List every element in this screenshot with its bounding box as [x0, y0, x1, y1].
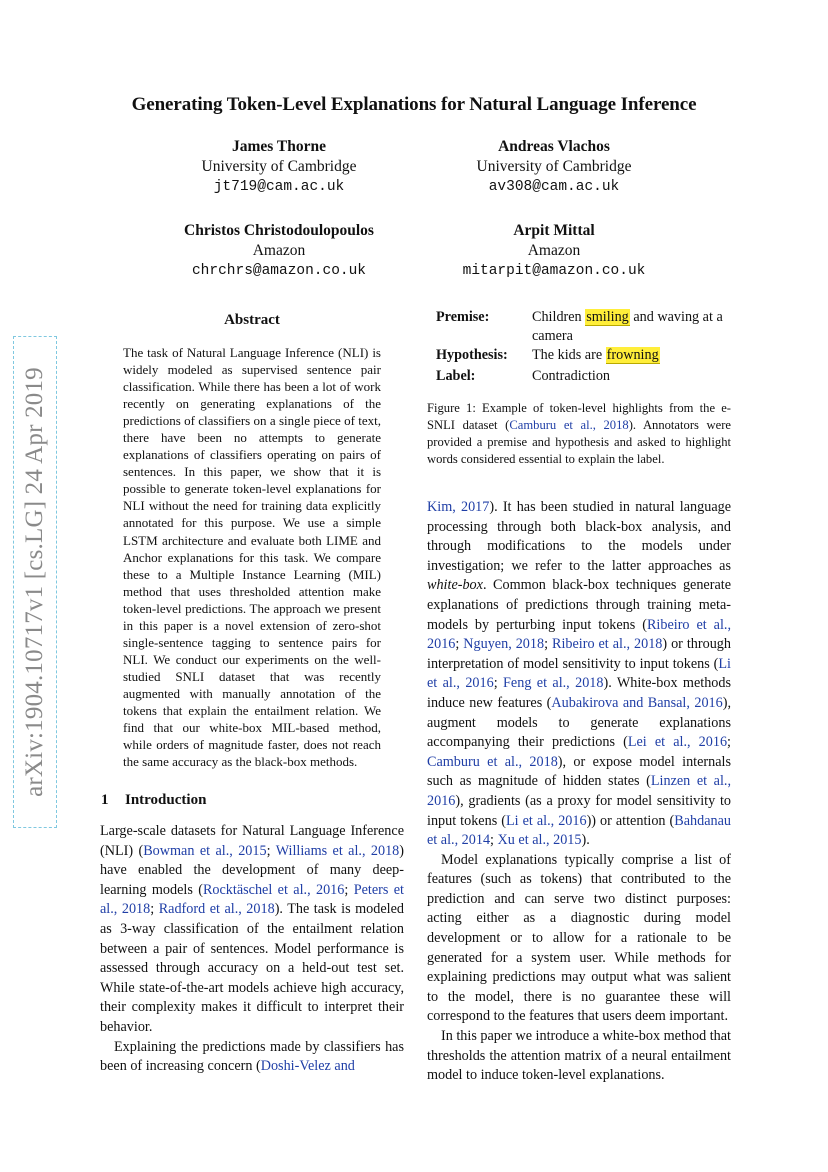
author-affiliation: University of Cambridge	[201, 158, 357, 175]
section-title: Introduction	[125, 792, 207, 808]
text-run: ). The task is modeled as 3-way classification of the entailment relation between a pair of sentences. Model performance is assessed through accuracy on a held-out test set. While state-of-the-art models achieve high accuracy, their complexity makes it difficult to interpret their behavior.	[100, 901, 404, 1035]
citation-link[interactable]: Radford et al., 2018	[158, 901, 275, 918]
citation-link[interactable]: Rocktäschel et al., 2016	[202, 881, 345, 898]
author-name: Andreas Vlachos	[498, 138, 610, 155]
citation-link[interactable]: Camburu et al., 2018	[427, 753, 558, 770]
abstract-text: The task of Natural Language Inference (NLI) is widely modeled as supervised sentence pair classification. While there has been a lot of work recently on generating explanations of the predictions of classifiers on a single piece of text, there have been no attempts to generate explanations of classifiers operating on pairs of sentences. In this paper, we show that it is possible to generate token-level explanations for NLI without the need for training data explicitly annotated for this purpose. We use a simple LSTM architecture and evaluate both LIME and Anchor explanations for this task. We compare these to a Multiple Instance Learning (MIL) method that uses thresholded attention make token-level predictions. The approach we present in this paper is a novel extension of zero-shot single-sentence tagging to sentence pairs for NLI. We conduct our experiments on the well-studied SNLI dataset that was recently augmented with manually annotation of the tokens that explain the entailment relation. We find that our white-box MIL-based method, while orders of magnitude faster, does not reach the same accuracy as the black-box methods.	[123, 345, 381, 770]
abstract-heading: Abstract	[224, 312, 280, 328]
author-affiliation: Amazon	[527, 242, 581, 259]
hypothesis-row	[430, 346, 748, 365]
arxiv-stamp	[13, 336, 57, 828]
citation-link[interactable]: Lei et al., 2016	[627, 734, 728, 751]
text-run: ;	[493, 675, 504, 692]
premise-row	[430, 308, 748, 346]
text-run: ;	[455, 636, 464, 653]
text-run: ) have enabled the development of many deep-learning models (	[100, 842, 405, 898]
intro-left-column	[100, 822, 404, 1077]
text-run: ;	[344, 881, 354, 898]
citation-link[interactable]: Bahdanau et al., 2014	[427, 812, 731, 849]
author-email: mitarpit@amazon.co.uk	[462, 263, 646, 279]
right-paragraph-1	[427, 498, 731, 851]
author-name: Arpit Mittal	[513, 222, 595, 239]
text-run: . Common black-box techniques generate explanations of predictions through training meta-models by perturbing input tokens (	[427, 577, 731, 633]
right-paragraph-3: In this paper we introduce a white-box method that thresholds the attention matrix of a neural entailment model to induce token-level explanations.	[427, 1028, 731, 1084]
text-run: Figure 1: Example of token-level highlights from the e-SNLI dataset (	[427, 401, 731, 432]
author-block-3	[147, 221, 411, 281]
text-run: ). White-box methods induce new features (	[427, 675, 731, 711]
text-run: ;	[727, 734, 731, 751]
author-affiliation: Amazon	[252, 242, 306, 259]
author-block-2	[424, 137, 684, 197]
author-affiliation: University of Cambridge	[476, 158, 632, 175]
text-run: ).	[581, 832, 590, 849]
text-run: )) or attention (	[586, 812, 675, 829]
citation-link[interactable]: Peters et al., 2018	[100, 881, 404, 918]
text-run: ). Annotators were provided a premise and hypothesis and asked to highlight words considered essential to explain the label.	[427, 418, 731, 466]
right-paragraph-2: Model explanations typically comprise a list of features (such as tokens) that contributed to the prediction and can serve two distinct purposes: acting either as a diagnostic during model development or to allow for a rationale to be generated for a system user. While methods for explaining predictions may output what was salient to the model, there is no guarantee these will correspond to the features that users deem important.	[427, 851, 731, 1025]
intro-paragraph-2	[100, 1038, 404, 1077]
hypothesis-text	[532, 346, 742, 365]
citation-link[interactable]: Kim, 2017	[427, 499, 490, 515]
emphasis: white-box	[427, 577, 483, 594]
citation-link[interactable]: Nguyen, 2018	[463, 636, 545, 653]
author-email: av308@cam.ac.uk	[488, 179, 620, 195]
text-run: ;	[150, 901, 159, 918]
text-run: ), gradients (as a proxy for model sensitivity to input tokens (	[427, 792, 731, 829]
text-run: The kids are	[532, 347, 606, 363]
label-row	[430, 367, 748, 386]
citation-link[interactable]: Xu et al., 2015	[497, 832, 582, 849]
citation-link[interactable]: Linzen et al., 2016	[427, 773, 731, 809]
premise-label: Premise:	[436, 309, 490, 325]
text-run: ;	[266, 842, 276, 859]
author-name: Christos Christodoulopoulos	[184, 222, 374, 239]
label-label: Label:	[436, 368, 476, 384]
premise-text	[532, 308, 742, 346]
citation-link[interactable]: Bowman et al., 2015	[143, 842, 267, 859]
label-value: Contradiction	[532, 368, 611, 384]
author-block-4	[424, 221, 684, 281]
citation-link[interactable]: Doshi-Velez and	[260, 1058, 355, 1075]
text-run: ), or expose model internals such as magnitude of hidden states (	[427, 753, 731, 790]
author-block-1	[149, 137, 409, 197]
section-heading-introduction	[101, 792, 206, 809]
citation-link[interactable]: Williams et al., 2018	[275, 842, 400, 859]
author-email: chrchrs@amazon.co.uk	[191, 263, 367, 279]
figure-1-caption	[427, 400, 731, 468]
right-column-body	[427, 498, 731, 1086]
author-name: James Thorne	[231, 138, 326, 155]
text-run: ). It has been studied in natural language processing through both black-box analysis, and through modifications to the models under investigation; we refer to the latter approaches as	[427, 499, 732, 574]
section-number: 1	[101, 792, 109, 808]
figure-1-example	[430, 308, 748, 386]
text-run: Large-scale datasets for Natural Language Inference (NLI) (	[100, 823, 404, 859]
paper-title: Generating Token-Level Explanations for Natural Language Inference	[131, 94, 697, 115]
citation-link[interactable]: Ribeiro et al., 2018	[552, 636, 663, 653]
hypothesis-label: Hypothesis:	[436, 347, 508, 363]
citation-link[interactable]: Ribeiro et al., 2016	[427, 616, 731, 653]
highlighted-token: smiling	[586, 309, 629, 325]
highlighted-token: frowning	[606, 347, 659, 363]
text-run: ;	[490, 832, 498, 849]
citation-link[interactable]: Li et al., 2016	[427, 655, 731, 692]
text-run: ) or through interpretation of model sensitivity to input tokens (	[427, 636, 731, 672]
text-run: and waving at a camera	[532, 309, 723, 344]
text-run: ;	[544, 636, 552, 653]
text-run: Children	[532, 309, 586, 325]
text-run: Explaining the predictions made by classifiers has been of increasing concern (	[100, 1038, 404, 1075]
text-run: ), augment models to generate explanations accompanying their predictions (	[427, 694, 732, 751]
arxiv-stamp-text: arXiv:1904.10717v1 [cs.LG] 24 Apr 2019	[21, 367, 48, 797]
citation-link[interactable]: Aubakirova and Bansal, 2016	[551, 694, 723, 711]
citation-link[interactable]: Feng et al., 2018	[503, 675, 604, 692]
author-email: jt719@cam.ac.uk	[213, 179, 345, 195]
citation-link[interactable]: Camburu et al., 2018	[509, 418, 629, 432]
intro-paragraph-1	[100, 822, 404, 1038]
citation-link[interactable]: Li et al., 2016	[505, 812, 587, 829]
